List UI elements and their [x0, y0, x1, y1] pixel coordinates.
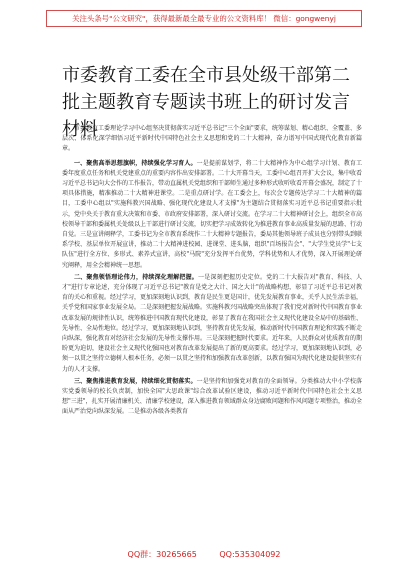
section-heading: 一、聚焦高举思想旗帜，持续强化学习育人。 [74, 159, 197, 167]
section-text: 一是提前谋划学，将二十大精神作为中心组学习计划、教育工委年度重点任务和机关党建重点的重要内容作出安排部署。二十大开幕当天，工委中心组召开扩大会议，集中收看习近平总书记向大会作的工作报告，带动直属机关党组织和干部师生通过多种形式收听收看开幕会盛况，制定了十项具体措施，精准推动二十大精神进课堂。二是重点研讨学。在工委会上，每次会专题传达学习二十大精神的篇目，工委中心组以"实施科教兴国战略、强化现代化建设人才支撑"为主题结合贯彻落实习近平总书记重要指示批示，党中央关于教育重大决策和市委、市政府安排部署，深入研讨交流。在学习二十大精神研讨会上，组织全市高校领导干部和委属机关处级以上干部进行研讨交流，切实把学习成效转化为推进教育事业高质量发展的思路、行动自觉。三是宣讲阐释学，工委书记为全市教育系统作二十大精神专题报告，委局其他领导班子成员也分别带头到联系学校、基层单位开展宣讲，推动二十大精神进校园、进课堂、进头脑，组织"百场报告会"、"大学生党员学"七支队伍"进行全方位、多形式、素养式宣讲，高校"马院"充分发挥平台优势，学科优势和人才优势，深入开展理论研究阐释，用全会精神统一思想。 [62, 159, 363, 269]
document-title: 市委教育工委在全市县处级干部第二批主题教育专题读书班上的研讨发言材料 [62, 65, 350, 140]
document-body [62, 124, 362, 420]
contact-footer [0, 548, 408, 562]
section-text: 一是深刻把握历史定位。党的二十大报告对"教育、科技、人才"进行专章论述，充分体现了习近平总书记"教育是党之大计、国之大计"的战略构想，彰显了习近平总书记对教育的关心和重视。经过学习，更加深刻地认识到，教育是民生更是国计，优先发展教育事业，关乎人民生活幸福，关乎党和国家事业发展全局。二是深刻把握发展战略。实施科教兴国战略突出体现了我们党对新时代中国教育事业改革发展的规律性认识，统筹推进中国教育现代化建设，彰显了教育在我国社会主义现代化建设全局中的基础性、先导性、全局性地位。经过学习，更加深刻地认识到，坚持教育优先发展，推动新时代中国教育理论和实践不断走向纵深，强化教育对经济社会发展的先导性支撑作用。三是深刻把握时代要求。近年来，人民群众对优质教育的期盼更为迫切，建设社会主义现代化强国也对教育改革发展提出了新的更高要求。经过学习，更加深刻地认识到，必须一以贯之坚持立德树人根本任务，必须一以贯之坚持和加强教育改革创新，以教育强国为现代化建设提供坚实有力的人才支撑。 [62, 273, 363, 373]
qq-text: QQ:535304092 [219, 550, 281, 559]
section-text: 一是坚持和加强党对教育的全面领导。分类推动大中小学校落实党委领导的校长负责制，加快全国"大思政课"综合改革试验区建设，推动习近平新时代中国特色社会主义思想"三进"，扎实开展清廉机关、清廉学校建设，深入推进教育领域群众身边腐败问题和作风问题专项整治，推动全面从严治党向纵深发展。二是推动各级各类教育 [62, 377, 362, 416]
section-heading: 二、聚焦领悟理论伟力，持续深化理解把握。 [74, 273, 199, 281]
section-heading: 三、聚焦推进教育发展，持续细化贯彻落实。 [74, 377, 197, 385]
section-paragraph [62, 159, 362, 271]
promo-banner: 关注头条号"公文研究"，获得最新最全最专业的公文资料库！ 微信：gongwenyj [46, 10, 362, 27]
section-paragraph [62, 273, 362, 375]
section-paragraph [62, 377, 362, 418]
qq-group-text: QQ群：30265665 [127, 550, 197, 559]
intro-paragraph: 市委教育工委理论学习中心组坚决贯彻落实习近平总书记"三个全面"要求，统筹谋划、精心组织、全覆盖、多层次、体系化深学细悟习近平新时代中国特色社会主义思想和党的二十大精神，奋力谱写中国式现代化教育新篇章。 [62, 125, 362, 153]
